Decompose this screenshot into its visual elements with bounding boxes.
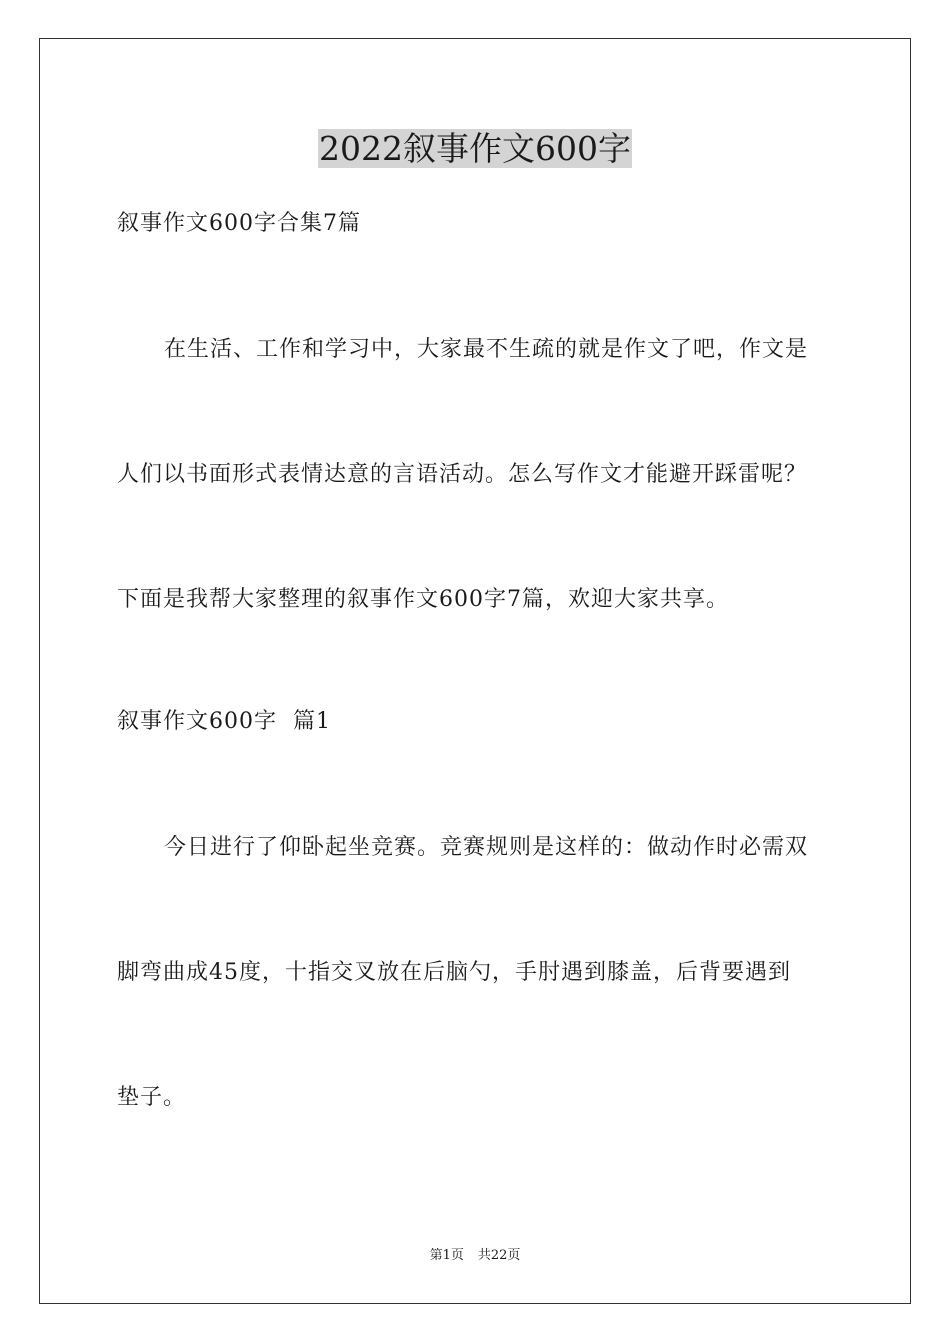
body-line-1: 今日进行了仰卧起坐竞赛。竞赛规则是这样的：做动作时必需双: [164, 835, 809, 860]
page-footer: [0, 1247, 950, 1265]
footer-page-number: 第1页: [429, 1248, 464, 1263]
body-line-2: 脚弯曲成45度，十指交叉放在后脑勺，手肘遇到膝盖，后背要遇到: [117, 960, 791, 985]
intro-line-2: 人们以书面形式表情达意的言语活动。怎么写作文才能避开踩雷呢？: [117, 462, 808, 487]
footer-total-pages: 共22页: [477, 1248, 521, 1263]
body-line-3: 垫子。: [117, 1085, 187, 1110]
intro-line-1: 在生活、工作和学习中，大家最不生疏的就是作文了吧，作文是: [164, 337, 809, 362]
intro-line-3: 下面是我帮大家整理的叙事作文600字7篇，欢迎大家共享。: [117, 587, 729, 612]
section-heading: 叙事作文600字 篇1: [117, 709, 331, 734]
document-subtitle: 叙事作文600字合集7篇: [117, 211, 361, 236]
document-title-text: 2022叙事作文600字: [319, 129, 631, 168]
document-title: [0, 128, 950, 170]
